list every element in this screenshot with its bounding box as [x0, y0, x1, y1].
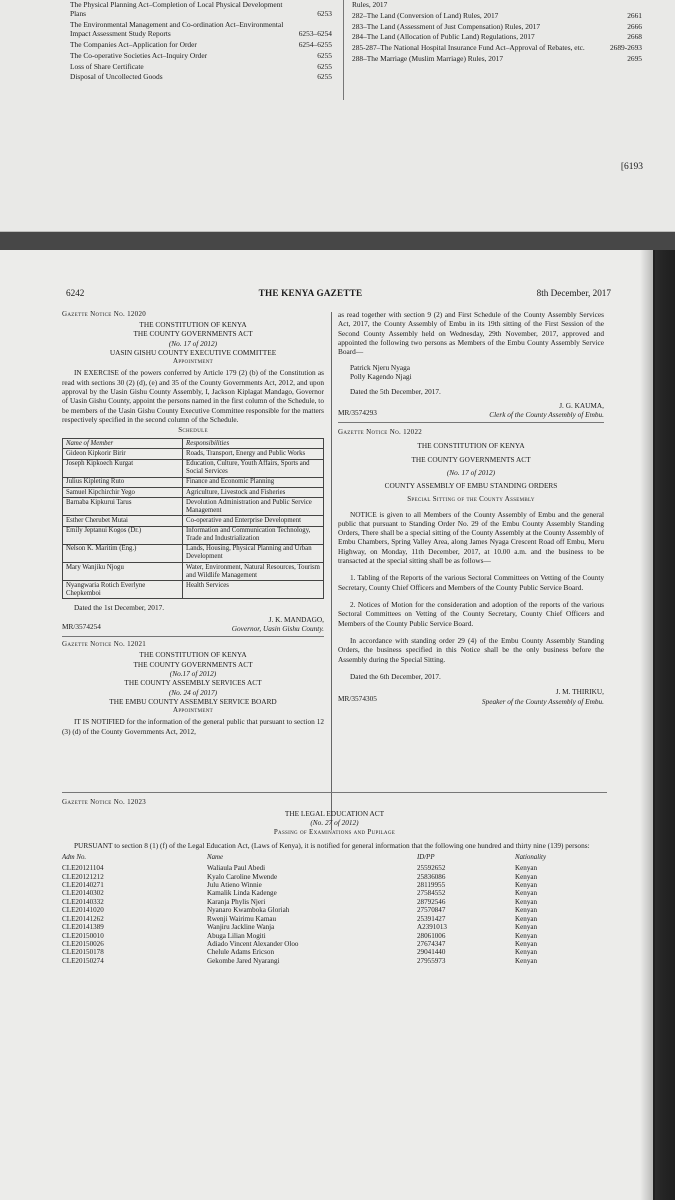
entry-page: 6255 [317, 61, 332, 71]
schedule-table [62, 438, 324, 599]
table-row [63, 544, 324, 562]
notice-subheading: Appointment [172, 706, 214, 715]
id-number: 29041440 [417, 948, 446, 957]
entry-page: 6255 [317, 50, 332, 60]
notice-heading: THE CONSTITUTION OF KENYA [139, 319, 247, 329]
entry-title: Loss of Share Certificate [70, 61, 144, 71]
notice-heading: COUNTY ASSEMBLY OF EMBU STANDING ORDERS [384, 481, 558, 491]
adm-number: CLE20150274 [62, 956, 104, 965]
table-header: Name [207, 853, 224, 861]
member-responsibility: Co-operative and Enterprise Development [183, 516, 324, 526]
dated-line: Dated the 6th December, 2017. [350, 672, 441, 682]
notice-number: Gazette Notice No. 12021 [62, 640, 147, 649]
notice-heading: THE COUNTY GOVERNMENTS ACT [411, 454, 531, 464]
id-number: 27584552 [417, 889, 446, 898]
notice-heading: THE LEGAL EDUCATION ACT [284, 808, 385, 818]
table-row [63, 516, 324, 526]
signature-block [62, 615, 324, 634]
signatory-title: Clerk of the County Assembly of Embu. [489, 409, 604, 419]
contents-entry [70, 0, 332, 19]
member-responsibility: Information and Communication Technology, Trade and Industrialization [183, 526, 324, 544]
nationality: Kenyan [515, 906, 538, 915]
left-column [62, 310, 324, 736]
entry-page: 2695 [627, 53, 642, 63]
member-name: Gideon Kipkorir Birir [63, 449, 183, 459]
id-number: 28061006 [417, 931, 446, 940]
member-name: Esther Cherubet Mutai [63, 516, 183, 526]
adm-number: CLE20150026 [62, 940, 104, 949]
adm-number: CLE20141389 [62, 923, 104, 932]
adm-number: CLE20150178 [62, 948, 104, 957]
notice-subheading: Passing of Examinations and Pupilage [273, 827, 396, 836]
entry-page: 6254–6255 [298, 40, 332, 49]
nationality: Kenyan [515, 940, 538, 949]
member-responsibility: Devolution Administration and Public Service Management [183, 498, 324, 516]
act-number: (No. 17 of 2012) [168, 338, 218, 348]
reference-number: MR/3574293 [338, 407, 377, 417]
adm-number: CLE20150010 [62, 931, 104, 940]
nationality: Kenyan [515, 956, 538, 965]
id-number: 27674347 [417, 940, 446, 949]
notice-heading: UASIN GISHU COUNTY EXECUTIVE COMMITTEE [109, 347, 277, 357]
entry-page: 2661 [627, 10, 642, 20]
candidate-name: Karanja Phylis Njeri [207, 897, 266, 906]
adm-number: CLE20141020 [62, 906, 104, 915]
table-row [63, 487, 324, 497]
gazette-title: THE KENYA GAZETTE [258, 288, 363, 298]
section-separator [62, 792, 607, 793]
entry-title: Disposal of Uncollected Goods [70, 72, 163, 82]
contents-entry [352, 54, 642, 63]
entry-page: 2689-2693 [609, 43, 642, 52]
candidate-name: Nyanaro Kwamboka Gloriah [207, 906, 290, 915]
id-number: 28792546 [417, 897, 446, 906]
nationality: Kenyan [515, 923, 538, 932]
nationality: Kenyan [515, 880, 538, 889]
candidate-name: Rwenji Wairimu Kamau [207, 914, 277, 923]
member-name: Julius Kipleting Ruto [63, 477, 183, 487]
table-header: Adm No. [62, 853, 87, 861]
contents-entry [70, 20, 332, 39]
page-number: 6242 [66, 288, 85, 298]
notice-number: Gazette Notice No. 12022 [338, 428, 423, 437]
table-header-row [63, 439, 324, 449]
nationality: Kenyan [515, 914, 538, 923]
entry-page: 6255 [317, 72, 332, 82]
contents-entry [70, 40, 332, 49]
id-number: 25391427 [417, 914, 446, 923]
right-column [338, 310, 604, 706]
member-name: Patrick Njeru Nyaga [350, 362, 410, 372]
act-number: (No. 24 of 2017) [168, 687, 218, 697]
entry-title: The Environmental Management and Co-ordination Act–Environmental Impact Assessment Study Reports [70, 20, 284, 39]
contents-column-left [70, 0, 332, 83]
nationality: Kenyan [515, 872, 538, 881]
candidate-name: Kyalo Caroline Mwende [207, 872, 278, 881]
member-responsibility: Agriculture, Livestock and Fisheries [183, 487, 324, 497]
notice-closing: In accordance with standing order 29 (4) of the Embu County Assembly Standing Orders, the business specified in this Notice shall be the only business before the Assembly during the Special Sitting. [338, 636, 604, 664]
notice-separator [62, 636, 324, 637]
table-row [63, 477, 324, 487]
dated-line: Dated the 5th December, 2017. [350, 387, 441, 397]
page-number: [6193 [620, 162, 643, 172]
signatory-name: J. G. KAUMA, [559, 400, 604, 410]
table-row [63, 581, 324, 599]
nationality: Kenyan [515, 931, 538, 940]
issue-date: 8th December, 2017 [536, 288, 611, 298]
notice-heading: THE EMBU COUNTY ASSEMBLY SERVICE BOARD [109, 697, 277, 707]
nationality: Kenyan [515, 948, 538, 957]
entry-title: The Companies Act–Application for Order [70, 40, 197, 49]
candidate-name: Julu Atieno Winnie [207, 880, 262, 889]
entry-title: 282–The Land (Conversion of Land) Rules, 2017 [352, 10, 499, 20]
contents-entry [352, 11, 642, 20]
entry-page: 6253–6254 [298, 29, 332, 39]
member-name: Mary Wanjiku Njogu [63, 563, 183, 581]
adm-number: CLE20121104 [62, 864, 104, 873]
entry-title: The Physical Planning Act–Completion of Local Physical Development Plans [70, 0, 283, 19]
page-header [66, 288, 611, 298]
entry-title: Rules, 2017 [352, 0, 388, 9]
table-row [63, 563, 324, 581]
notice-body: PURSUANT to section 8 (1) (f) of the Legal Education Act, (Laws of Kenya), it is notified for general information that the following one hundred and thirty nine (139) persons: [74, 840, 590, 850]
notice-separator [338, 422, 604, 423]
candidate-name: Gekombe Jared Nyarangi [207, 956, 280, 965]
member-name: Polly Kagendo Njagi [350, 371, 412, 381]
member-name: Barnaba Kipkurui Tarus [63, 498, 183, 516]
id-number: 25592652 [417, 864, 446, 873]
signatory-title: Governor, Uasin Gishu County. [231, 624, 324, 634]
id-number: A2391013 [417, 923, 447, 932]
table-header: Name of Member [63, 439, 183, 449]
candidates-table [62, 854, 607, 965]
table-row [63, 459, 324, 477]
signatory-name: J. K. MANDAGO, [268, 614, 324, 624]
candidate-name: Abuga Lilian Mogiti [207, 931, 266, 940]
nationality: Kenyan [515, 897, 538, 906]
candidate-name: Adiado Vincent Alexander Oloo [207, 940, 299, 949]
entry-title: The Co-operative Societies Act–Inquiry Order [70, 50, 208, 60]
notice-number: Gazette Notice No. 12023 [62, 798, 147, 806]
member-responsibility: Lands, Housing, Physical Planning and Urban Development [183, 544, 324, 562]
contents-entry [352, 32, 642, 41]
notice-heading: THE CONSTITUTION OF KENYA [139, 650, 247, 660]
candidate-name: Kamalik Linda Kadenge [207, 889, 277, 898]
table-header: Responsibilities [183, 439, 324, 449]
agenda-item: 2. Notices of Motion for the consideration and adoption of the reports of the various Sectoral Committees on Vetting of the County Secretary, County Chief Officers and Members of the County Public Service Board. [338, 600, 604, 628]
notice-subheading: Special Sitting of the County Assembly [407, 494, 535, 503]
contents-entry [352, 0, 642, 9]
notice-number: Gazette Notice No. 12020 [62, 310, 147, 318]
table-row [63, 526, 324, 544]
entry-page: 6253 [317, 9, 332, 19]
candidate-name: Chelule Adams Ericson [207, 948, 274, 957]
signature-block [338, 401, 604, 420]
member-responsibility: Health Services [183, 581, 324, 599]
table-header: Nationality [515, 853, 547, 861]
contents-entry [70, 72, 332, 81]
entry-page: 2668 [627, 32, 642, 42]
contents-column-right [352, 0, 642, 65]
previous-page-fragment [0, 0, 675, 232]
act-number: (No. 17 of 2012) [446, 467, 496, 477]
notice-heading: THE CONSTITUTION OF KENYA [417, 441, 525, 451]
member-name: Emily Jeptanui Kogos (Dr.) [63, 526, 183, 544]
adm-number: CLE20121212 [62, 872, 104, 881]
table-row [63, 449, 324, 459]
signature-block [338, 687, 604, 706]
notice-body: IT IS NOTIFIED for the information of the general public that pursuant to section 12 (3) (d) of the County Governments Act, 2012, [62, 717, 324, 736]
nationality: Kenyan [515, 864, 538, 873]
notice-subheading: Appointment [172, 357, 214, 366]
adm-number: CLE20140332 [62, 897, 104, 906]
member-name: Nelson K. Maritim (Eng.) [63, 544, 183, 562]
contents-entry [352, 22, 642, 31]
candidate-name: Waliaula Paul Abedi [207, 864, 266, 873]
act-number: (No.17 of 2012) [169, 669, 217, 679]
member-name: Samuel Kipchirchir Yego [63, 487, 183, 497]
table-row [63, 498, 324, 516]
entry-title: 284–The Land (Allocation of Public Land) Regulations, 2017 [352, 32, 535, 42]
member-responsibility: Education, Culture, Youth Affairs, Sports and Social Services [183, 459, 324, 477]
legal-education-notice [62, 798, 607, 965]
notice-heading: THE COUNTY GOVERNMENTS ACT [133, 329, 253, 339]
member-name: Joseph Kipkoech Kurgat [63, 459, 183, 477]
entry-title: 288–The Marriage (Muslim Marriage) Rules, 2017 [352, 53, 504, 63]
schedule-title: Schedule [178, 426, 208, 435]
nationality: Kenyan [515, 889, 538, 898]
reference-number: MR/3574254 [62, 621, 101, 631]
entry-title: 285-287–The National Hospital Insurance Fund Act–Approval of Rebates, etc. [352, 43, 585, 52]
signatory-name: J. M. THIRIKU, [555, 687, 604, 697]
member-responsibility: Water, Environment, Natural Resources, Tourism and Wildlife Management [183, 563, 324, 581]
id-number: 27955973 [417, 956, 446, 965]
entry-page: 2666 [627, 21, 642, 31]
gazette-page [0, 250, 655, 1200]
page-gap [0, 232, 675, 250]
act-number: (No. 27 of 2012) [310, 818, 359, 828]
column-divider [343, 0, 344, 100]
adm-number: CLE20141262 [62, 914, 104, 923]
notice-heading: THE COUNTY GOVERNMENTS ACT [133, 659, 253, 669]
id-number: 27570847 [417, 906, 446, 915]
dated-line: Dated the 1st December, 2017. [74, 603, 165, 613]
member-responsibility: Roads, Transport, Energy and Public Works [183, 449, 324, 459]
candidate-name: Wanjiru Jackline Wanja [207, 923, 275, 932]
entry-title: 283–The Land (Assessment of Just Compensation) Rules, 2017 [352, 21, 541, 31]
agenda-item: 1. Tabling of the Reports of the various Sectoral Committees on Vetting of the County Secretary, County Chief Officers and Members of the County Public Service Board. [338, 573, 604, 592]
contents-entry [352, 43, 642, 52]
reference-number: MR/3574305 [338, 694, 377, 704]
binding-shadow [640, 250, 675, 1200]
column-divider [331, 312, 332, 830]
member-responsibility: Finance and Economic Planning [183, 477, 324, 487]
id-number: 28119955 [417, 880, 446, 889]
id-number: 25836086 [417, 872, 446, 881]
adm-number: CLE20140271 [62, 880, 104, 889]
contents-entry [70, 51, 332, 60]
signatory-title: Speaker of the County Assembly of Embu. [481, 696, 604, 706]
notice-body: IN EXERCISE of the powers conferred by Article 179 (2) (b) of the Constitution as read with sections 30 (2) (d), (e) and 35 of the County Governments Act, 2012, and upon approval by the Uasin Gishu County Assembly, I, Jackson Kiplagat Mandago, Governor of Uasin Gishu County, appoint the persons named in the first column of the Schedule, to be members of the Uasin Gishu County Executive Committee responsible for the matters respectively specified in the second column of the Schedule. [62, 368, 324, 424]
adm-number: CLE20140302 [62, 889, 104, 898]
table-header: ID/PP [417, 853, 435, 861]
member-name: Nyangwaria Rotich Everlyne Chepkemboi [63, 581, 183, 599]
contents-entry [70, 62, 332, 71]
notice-heading: THE COUNTY ASSEMBLY SERVICES ACT [124, 678, 262, 688]
notice-body: NOTICE is given to all Members of the County Assembly of Embu and the general public that pursuant to Standing Order No. 29 of the Embu County Assembly Standing Orders, There shall be a special sitting of the County Assembly at the County Assembly of Embu Chambers, Spring Valley Area, along James Nyaga Crescent Road off Embu, Meru Highway, on Monday, 11th December, 2017, at 10.00 a.m. and the business to be transacted at the special sitting shall be as follows— [338, 509, 604, 566]
notice-body-continued: as read together with section 9 (2) and First Schedule of the County Assembly Services Act, 2017, the County Assembly of Embu in its 19th sitting of the First Session of the Second County Assembly held on Wednesday, 29th November, 2017, approved and appointed the following two persons as Members of the Embu County Assembly Service Board— [338, 310, 604, 357]
